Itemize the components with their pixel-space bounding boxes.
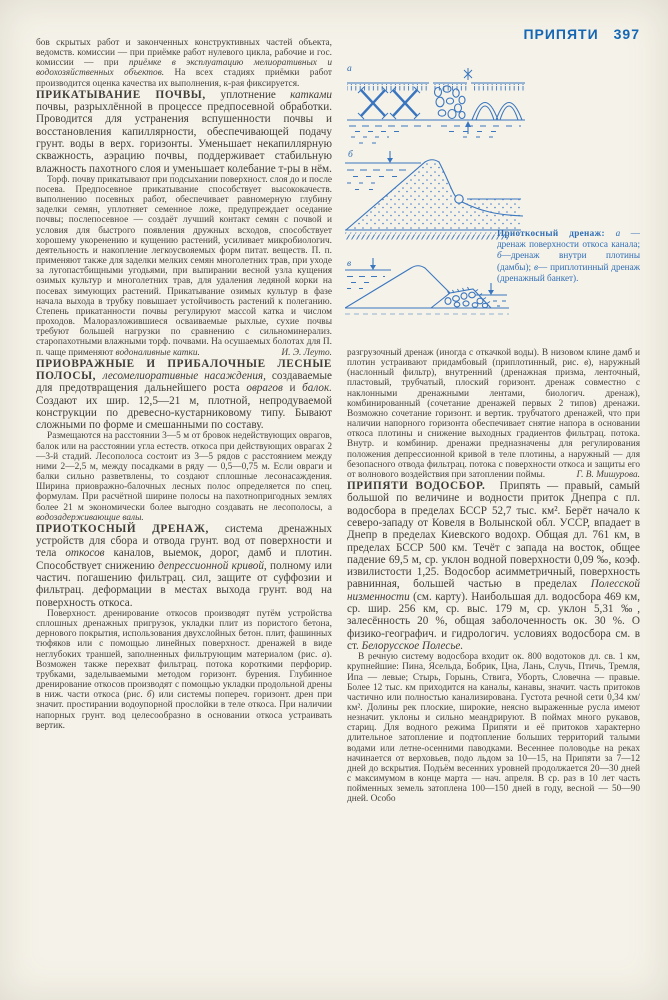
entry-priotkosny-drenazh: ПРИОТКОСНЫЙ ДРЕНАЖ, система дренажных устройств для сбора и отвода грунт. вод от поверхности и тела откосов каналов, выемок, дорог, дамб и плотин. Способствует снижению депрессионной кривой, полному или частич. погашению фильтрац. сил, защите от суффозии и фильтрац. деформации в местах выхода грунт. вод на поверхность откоса. bbox=[36, 522, 332, 609]
impervious-base-hatch bbox=[345, 233, 509, 240]
figure-b-dam-internal-drainage bbox=[345, 149, 523, 240]
stone-pitching bbox=[435, 86, 466, 119]
dam-body-fill bbox=[346, 160, 520, 230]
figure-b-label: б bbox=[348, 150, 353, 160]
paragraph-priotkosny-continuation: разгрузочный дренаж (иногда с откачкой воды). В низовом клине дамб и плотин устраивают придамбовый (приплотинный, рис. в), наружный (наслонный фильтр), внутренний (дренажная призма, ленточный, пластовый, трубчатый, плоский горизонт. дренаж совместно с наклонными дренажными лентами, биологич. дренаж), комбинированный (сочетание дренажей первых 2 типов) дренажи. Возможно сочетание горизонт. и вертик. трубчатого дренажей, что при наличии напорного горизонта обеспечивает снятие напора в основании откоса плотины и снижение выходных градиентов фильтрац. потока. Внутр. и комбинир. дренажи предназначены для регулирования положения депрессионной кривой в теле плотины, а наружный — для безопасного отвода фильтрац. потока с поверхности откоса и защиты его от волнового воздействия при затоплении поймы. Г. В. Мишурова. bbox=[347, 348, 641, 480]
paragraph-priovrazhnye-details: Размещаются на расстоянии 3—5 м от бровок недействующих оврагов, балок или на расстоянии угла естеств. откоса при действующих оврагах 2—3-й стадий. Лесополоса состоит из 3—5 рядов с расстоянием между ними 2—2,5 м, между посадками в ряду — 0,5—0,75 м. Если овраги и балки сильно разветвлены, то создают сплошные лесонасаждения. Ширина приовражно-балочных лесных полос определяется по спец. формулам. При расчётной ширине полосы на пахотнопригодных землях более 21 м экономически более выгодно создавать не лесополосы, а водозадерживающие валы. bbox=[36, 431, 332, 523]
drain-pipe bbox=[455, 195, 463, 203]
paragraph-prikatyvanie-details: Торф. почву прикатывают при подсыхании поверхност. слоя до и после посева. Предпосевное прикатывание способствует высококачеств. выполнению посевных работ, обеспечивает равномерную глубину заделки семян, уплотняет семенное ложе, предупреждает оседание почвы; послепосевное — создаёт лучший контакт семян с почвой и условия для быстрого появления дружных всходов, способствует хорошему укоренению и кущению растений, усиливает микробиологич. деятельность и накопление легкоусвояемых форм питат. веществ. П. п. применяют также для заделки мелких семян многолетних трав, при уходе за лугопастбищными угодьями, при выпирании весной узла кущения озимых культур и многолетних трав, для удаления ледяной корки на посевах зимующих растений. Прикатывание озимых культур в фазе начала выхода в трубку повышает устойчивость растений к полеганию. Степень прикатанности почвы регулируют массой катка и числом проходов. Малоразложившиеся осваиваемые рыхлые, сухие почвы требуют большей нагрузки по сравнению с сильноминерализ. старопахотными влажными торф. почвами. На осушаемых болотах для П. п. чаще применяют водоналивные катки. И. Э. Леуто. bbox=[36, 174, 332, 358]
page-number: 397 bbox=[613, 26, 640, 42]
drainage-figure-block bbox=[347, 38, 640, 348]
paragraph-continuation-acceptance-works: бов скрытых работ и законченных конструктивных частей объекта, ведомств. комиссии — при приёмке работ нулевого цикла, рабочие и гос. комиссии — при приёмке в эксплуатацию мелиоративных и водохозяйственных объектов. На всех стадиях приёмки работ производится оценка качества их выполнения, к-рая фиксируется. bbox=[36, 38, 332, 89]
running-head-word: ПРИПЯТИ bbox=[523, 26, 599, 42]
entry-pripyati-vodosbor: ПРИПЯТИ ВОДОСБОР. Припять — правый, самый большой по величине и водности приток Днепра с пл. водосбора в пределах БССР 52,7 тыс. км². Берёт начало к северо-западу от Ковеля в Волынской обл. УССР, впадает в Днепр в пределах Киевского водохр. Общая дл. 761 км, в пределах БССР 500 км. Течёт с запада на восток, общее падение 69,5 м, ср. уклон водной поверхности 0,09 ‰, коэф. извилистости 1,25. Водосбор асимметричный, поверхность равнинная, большей частью в пределах Полесской низменности (см. карту). Наибольшая дл. водосбора 469 км, ср. шир. 256 км, ср. выс. 179 м, ср. уклон 5,31 ‰, залесённость 20 %, общая заболоченность ок. 30 %. О физико-географич. и гидрологич. условиях водосбора см. в ст. Белорусское Полесье. bbox=[347, 480, 640, 652]
figure-a-canal-slope-drainage bbox=[347, 64, 525, 143]
arch-covers bbox=[472, 103, 522, 121]
dam-outline bbox=[345, 266, 450, 308]
right-column bbox=[347, 38, 640, 805]
star-mark bbox=[464, 68, 472, 80]
left-column bbox=[36, 38, 332, 731]
figure-a-label: а bbox=[347, 64, 352, 74]
entry-prikatyvanie-pochvy: ПРИКАТЫВАНИЕ ПОЧВЫ, уплотнение катками почвы, разрыхлённой в процессе предпосевной обработки. Проводится для устранения вспушенности почвы и восстановления капиллярности, обеспечивающей подачу грунт. воды в верх. горизонты. Уменьшает некапиллярную скважность, аэрацию почвы, поддерживает стабильную влажность пахотного слоя и уменьшает колебание т-ры в нём. bbox=[36, 88, 332, 175]
figure-caption: Приоткосный дренаж: а — дренаж поверхности откоса канала; б—дренаж внутри плотины (дамбы); в— приплотинный дренаж (дренажный банкет). bbox=[497, 228, 640, 283]
figure-v-dam-toe-banket-drainage bbox=[345, 258, 509, 314]
paragraph-pripyati-details: В речную систему водосбора входит ок. 800 водотоков дл. св. 1 км, крупнейшие: Пина, Ясельда, Бобрик, Цна, Лань, Случь, Птичь, Тремля, Ипа — левые; Стырь, Горынь, Ствига, Уборть, Словечна — правые. Более 12 тыс. км приходится на каналы, канавы, значит. часть притоков частично или полностью канализирована. Густота речной сети 0,34 км/км². Долины рек плоские, широкие, неясно выраженные русла имеют незначит. уклоны и сильно меандрируют. В поймах много рукавов, стариц. Для водного режима Припяти и её притоков характерно длительное затопление и подтопление больших территорий талыми водами или летне-осенними паводками. Весеннее половодье на реках начинается от верховьев, подо льдом за 10—15, на Припяти за 7—12 дней до вскрытия. Подъём весенних уровней продолжается 20—30 дней с максимумом в конце марта — нач. апреля. В ср. раз в 10 лет часть пойменных земель затоплена 100—150 дней в году, весной — 50—90 дней. Особо bbox=[347, 652, 640, 805]
paragraph-priotkosny-details: Поверхност. дренирование откосов производят путём устройства сплошных дренажных пригрузок, укладки плит из пористого бетона, дернового покрытия, использования двухслойных бетон. плит, фашинных тюфяков или с помощью линейных поверхност. дренажей в виде неглубоких траншей, заполненных фильтрующим материалом (рис. а). Возможен также перехват фильтрац. потока короткими перфорир. трубками, заделываемыми методом горизонт. бурения. Глубинное дренирование откосов производят с помощью укладки продольной дрены в ниж. части откоса (рис. б) или системы попереч. горизонт. дрен при значит. простирании водоупорной прослойки в теле откоса. При наличии напорных грунт. вод целесообразно в основании откоса устраивать вертик. bbox=[36, 608, 332, 731]
figure-v-label: в bbox=[347, 259, 352, 269]
fascine-crosses bbox=[361, 90, 417, 116]
entry-priovrazhnye-lesnye-polosy: ПРИОВРАЖНЫЕ И ПРИБАЛОЧНЫЕ ЛЕСНЫЕ ПОЛОСЫ, лесомелиоративные насаждения, создаваемые для предотвращения дальнейшего роста оврагов и балок. Создают их шир. 12,5—21 м, плотной, непродуваемой конструкции по древесно-кустарниковому типу. Бывают сложными по форме и смешанными по составу. bbox=[36, 357, 332, 432]
